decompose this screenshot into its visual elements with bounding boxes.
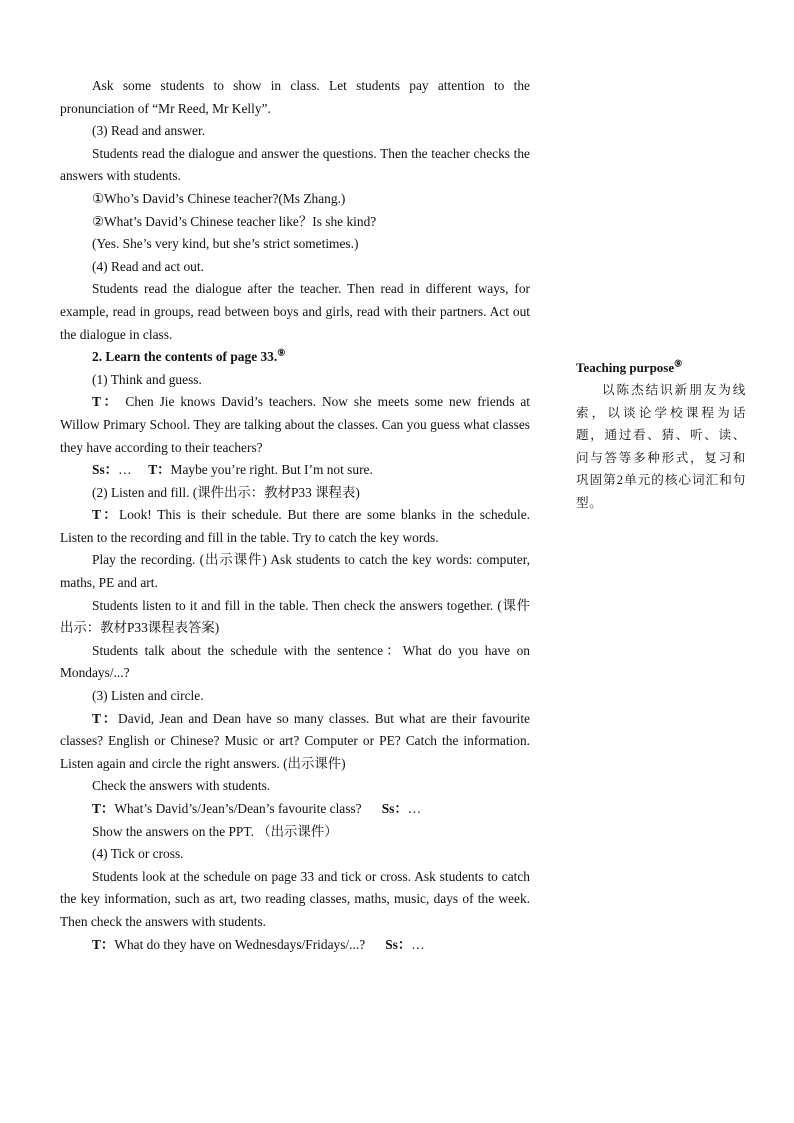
step-heading: (1) Think and guess. (92, 371, 202, 387)
students-text: … (407, 801, 422, 816)
teacher-text: Maybe you’re right. But I’m not sure. (170, 462, 373, 478)
teaching-purpose-note (576, 357, 746, 514)
teacher-line (60, 504, 530, 549)
note-body: 以陈杰结识新朋友为线索，以谈论学校课程为话题，通过看、猜、听、读、问与答等多种形式，复习和巩固第2单元的核心词汇和句型。 (576, 383, 746, 510)
answer: (Yes. She’s very kind, but she’s strict sometimes.) (92, 236, 359, 252)
teacher-label: T： (92, 801, 115, 816)
teacher-label: T： (92, 936, 115, 952)
paragraph: Students listen to it and fill in the table. Then check the answers together. (课件出示：教材P33课程表答案) (60, 597, 530, 636)
paragraph: Play the recording. (出示课件) Ask students to catch the key words: computer, maths, PE and art. (60, 552, 530, 591)
question: ②What’s David’s Chinese teacher like？Is she kind? (92, 213, 377, 229)
paragraph: Students talk about the schedule with the sentence：What do you have on Mondays/...? (60, 642, 530, 681)
dialogue-line (60, 798, 530, 821)
teacher-line (60, 391, 530, 459)
step-heading: (4) Read and act out. (92, 258, 204, 274)
step-heading: (3) Listen and circle. (92, 688, 204, 704)
students-label: Ss： (92, 462, 119, 478)
teacher-text: Look! This is their schedule. But there are some blanks in the schedule. Listen to the recording and fill in the table. Try to catch the key words. (60, 507, 531, 545)
students-label: Ss： (385, 936, 412, 952)
note-title (576, 357, 746, 379)
step-heading: (3) Read and answer. (92, 123, 206, 139)
paragraph: Ask some students to show in class. Let students pay attention to the pronunciation of “Mr Reed, Mr Kelly”. (60, 78, 530, 116)
teacher-text: What do they have on Wednesdays/Fridays/...? (114, 936, 366, 952)
students-text: … (411, 936, 425, 952)
paragraph: Students read the dialogue and answer the questions. Then the teacher checks the answers with students. (60, 145, 530, 184)
teacher-label: T： (92, 394, 120, 410)
footnote-mark: ⑨ (277, 347, 286, 358)
paragraph: Show the answers on the PPT. （出示课件） (92, 823, 338, 839)
students-label: Ss： (381, 801, 408, 816)
teacher-label: T： (148, 462, 171, 478)
note-title-text: Teaching purpose (576, 360, 675, 375)
footnote-mark: ⑨ (674, 358, 683, 369)
teacher-line (60, 708, 530, 776)
teacher-label: T： (92, 507, 120, 523)
teacher-label: T： (92, 710, 119, 726)
students-text: … (118, 462, 132, 478)
step-heading: (2) Listen and fill. (课件出示：教材P33 课程表) (92, 484, 360, 500)
section-heading-text: 2. Learn the contents of page 33. (92, 349, 278, 365)
lesson-body (60, 75, 530, 956)
question: ①Who’s David’s Chinese teacher?(Ms Zhang.) (92, 190, 346, 206)
paragraph: Students read the dialogue after the teacher. Then read in different ways, for example, read in groups, read between boys and girls, read with their partners. Act out the dialogue in class. (60, 281, 530, 342)
section-heading (60, 346, 530, 369)
paragraph: Check the answers with students. (92, 778, 271, 794)
dialogue-line (60, 934, 530, 957)
step-heading: (4) Tick or cross. (92, 846, 184, 862)
paragraph: Students look at the schedule on page 33 and tick or cross. Ask students to catch the key information, such as art, two reading classes, maths, music, days of the week. Then check the answers with students. (60, 868, 530, 929)
teacher-text: What’s David’s/Jean’s/Dean’s favourite class? (114, 801, 362, 816)
teacher-text: David, Jean and Dean have so many classes. But what are their favourite classes? English or Chinese? Music or art? Computer or PE? Catch the information. Listen again and circle the right answers. (出示课件) (60, 710, 531, 771)
dialogue-line (60, 459, 530, 482)
teacher-text: Chen Jie knows David’s teachers. Now she meets some new friends at Willow Primary School. They are talking about the classes. Can you guess what classes they have according to their teachers? (60, 394, 530, 455)
